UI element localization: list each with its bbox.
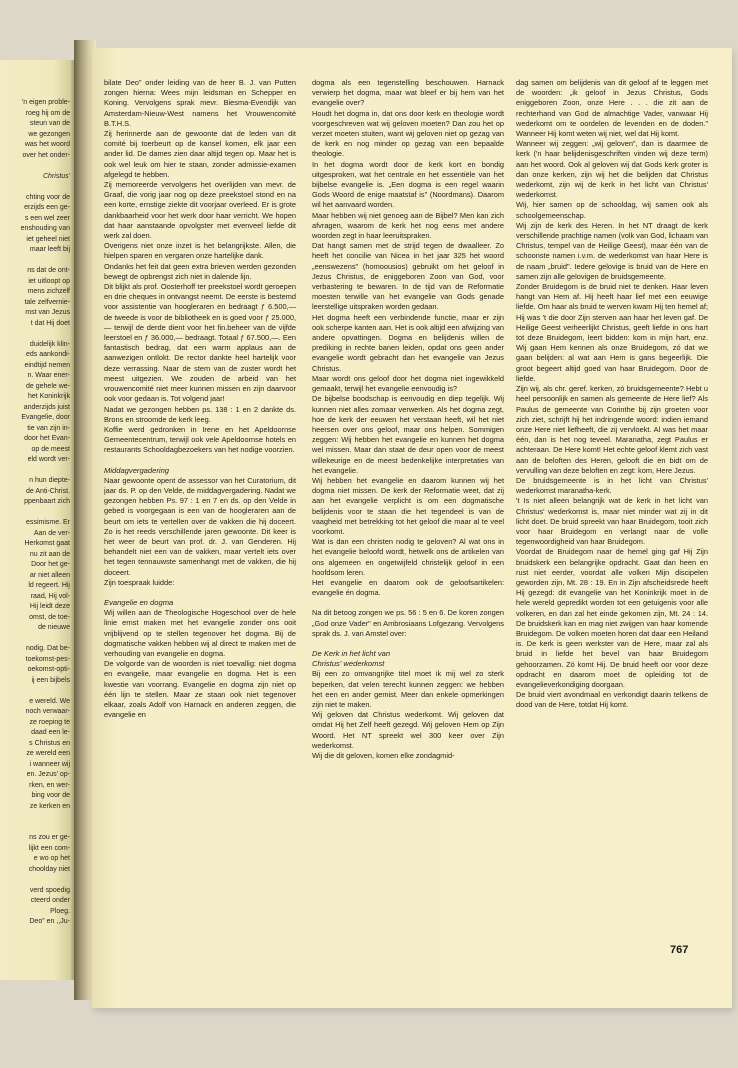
paragraph: Zijn toespraak luidde: [104,577,175,587]
left-page-line: verd spoedig [29,886,70,894]
left-page-line: enshouding van [20,225,70,232]
left-page-line: s Christus en [29,739,70,747]
line-gap [2,875,70,886]
left-page-line: ze kerken en [29,802,70,810]
left-page-line: cteerd onder [30,897,70,904]
paragraph: dogma als een tegenstelling beschouwen. Harnack verwierp het dogma, maar wat bleef er bij hem van het evangelie over? [312,78,504,108]
left-page-line: het Koninkrijk [27,393,70,400]
left-page-line: mens zichzelf [27,288,70,295]
left-page-line: Aan de ver- [33,529,70,537]
line-gap [2,329,70,340]
left-page-line: ar niet alleen [29,571,70,579]
left-page-line: de Anti-Christ. [26,487,70,495]
paragraph: bilate Deo" onder leiding van de heer B. J. van Putten zongen hierna: Wees mijn leidsman en Schepper en Koning. Vervolgens sprak mevr. Biesma-Evendijk van Amsterdam-Nieuw-West namens het Vrouwencomité B.T.H.S. [104,78,296,128]
left-page-line: over het onder- [22,151,70,159]
left-page-line: door het Evan- [24,435,70,442]
section-heading: De Kerk in het licht van [312,648,391,658]
left-page-line: omst, de toe- [29,613,70,621]
left-page-line: n hun diepte- [29,477,70,484]
paragraph: dag samen om belijdenis van dit geloof af te leggen met de woorden: „ik geloof in Jezus Christus, Gods eniggeboren Zoon, onze Here . . . die zit aan de rechterhand van God de almachtige Vader, vanwaar Hij wederkomt om te oordelen de levenden en de doden." Wanneer Hij komt weten wij niet, wel dat Hij komt. [516,78,708,139]
left-page-line: n. Waar ener- [27,372,70,379]
left-page-line: roeg hij om de [25,109,70,117]
left-page-line: ppenbaart zich [24,498,70,505]
right-page [92,48,732,1008]
line-gap [2,182,70,193]
paragraph: Wij zijn de kerk des Heren. In het NT draagt de kerk verschillende prachtige namen (volk van God, lichaam van Christus, tempel van de Heilige Geest), maar één van de schoonste namen i.v.m. de wederkomst van haar Here is de naam „bruid". Iedere gelovige is bruid van de Here en samen zijn alle gelovigen de bruidsgemeente. [516,220,708,281]
left-page-column [2,98,70,928]
text-column-2 [312,78,504,761]
paragraph: Wij hebben het evangelie en daarom kunnen wij het dogma niet missen. De kerk der Reformatie weet, dat zij aan het evangelie verplicht is om een dogmatische belijdenis voor te staan die het tegendeel is van de vaagheid met betrekking tot het geloof die maar al te veel voorkomt. [312,475,504,536]
paragraph: 't Is niet alleen belangrijk wat de kerk in het licht van Christus' wederkomst is, maar niet minder wat zij in dit licht doet. De bruid spreekt van haar Bruidegom, tooit zich voor haar Bruidegom en verlangt naar de volle tegenwoordigheid van haar Bruidegom. [516,496,708,547]
line-gap [2,634,70,645]
line-gap [2,686,70,697]
paragraph: Dit blijkt als prof. Oosterhoff ter preekstoel wordt geroepen en drie cheques in ontvangst neemt. De eerste is bestemd voor assistentie van hoogleraren en bedraagt ƒ 6.500,— de tweede is voor de bibliotheek en is goed voor ƒ 25.000,— terwijl de derde dient voor het fin.beheer van de vijfde leerstoel en ƒ 36.000,— bedraagt. Totaal ƒ 67.500,—. Een fantastisch bedrag, dat een warm applaus aan de aanwezigen ontlokt. De rector dankte heel hartelijk voor deze verrassing. Naar de stem van de zuster wordt het meest uitgezien. We zouden de arbeid van het vrouwencomité niet meer kunnen missen en zijn daarvoor ook voor gedaan is. Tot volgend jaar! [104,282,296,404]
left-page-line: t dat Hij doet [30,319,70,327]
left-page-line: Ploeg. [50,907,70,915]
left-page-line: rken, en wer- [29,781,70,789]
line-gap [2,823,70,834]
left-page-line: ij een bijbels [31,676,70,684]
paragraph: De volgorde van de woorden is niet toevallig: niet dogma en evangelie, maar evangelie en dogma. Het is een kwestie van voorrang. Evangelie en dogma zijn niet op één lijn te stellen. Maar ze staan ook niet tegenover elkaar, zoals Adolf von Harnack en anderen zeggen, die evangelie en [104,659,296,720]
line-gap [2,256,70,267]
left-page-line: was het woord [24,141,70,148]
paragraph: Overigens niet onze inzet is het belangrijkste. Allen, die hielpen sparen en vergaren onze hartelijke dank. [104,241,296,261]
left-page-line: Evangelie, door [21,414,70,421]
left-page-line: oekomst-opti- [27,666,70,673]
paragraph: In het dogma wordt door de kerk kort en bondig uitgesproken, wat het centrale en het essentiële van het bijbelse evangelie is. „Een dogma is een regel waarin Gods Woord de enige maatstaf is" (Noordmans). Daarom wil het aanvaard worden. [312,159,504,210]
left-page-line: iet geheel niet [26,235,70,243]
page-number: 767 [670,944,689,956]
left-page-line: we gezongen [28,130,70,138]
paragraph: Maar hebben wij niet genoeg aan de Bijbel? Men kan zich afvragen, waarom de kerk het nog eens met andere woorden zegt in haar leeruitspraken. [312,210,504,241]
paragraph: Maar wordt ons geloof door het dogma niet ingewikkeld gemaakt, terwijl het evangelie eenvoudig is? [312,373,504,394]
paragraph: Naar gewoonte opent de assessor van het Curatorium, dit jaar ds. P. op den Velde, de middagvergadering. Nadat we gezongen hebben Ps. 97 : 1 en 7 en ds. op den Velde in gebed is voorgegaan is een van de hoogleraren aan de beurt om iets te vertellen over de vakken die hij doceert. Zo is het reeds verschillende jaren gewoonte. Dit keer is het weer de beurt van prof. dr. J. van Genderen. Hij behandelt niet een van de vakken, maar vertelt iets over het tegen tennauwste samenhangt met de vakken, die hij doceert. [104,475,296,577]
left-page-line: Door het ge- [31,561,70,568]
left-page-line: ns zou er ge- [29,834,70,841]
left-page-line: tale zelfvernie- [24,298,70,306]
paragraph: Zijn wij, als chr. geref. kerken, zó bruidsgemeente? Hebt u heel persoonlijk en samen als gemeente de Here lief? Als Paulus de gemeente van Corinthe bij zijn groeten voor zich ziet, schrijft hij het indringende woord: indien iemand onze Here niet liefheeft, die zij vervloekt. Al was het maar één, dan is het nog teveel. Maranatha, zegt Paulus er achteraan. De Here komt! Het echte geloof klemt zich vast aan de beloften des Heren, gelooft die en bidt om de vervulling van deze beloften en zegt: kom, Here Jezus. [516,384,708,475]
left-page-line: nu zit aan de [29,550,70,558]
paragraph: Na dit betoog zongen we ps. 56 : 5 en 6. De koren zongen „God onze Vader" en Ambrosiaans Lofgezang. Vervolgens sprak ds. J. van Amstel over: [312,608,504,638]
left-page-line: Deo" en ,,Ju- [29,918,70,925]
left-page-line: Herkomst gaat [24,540,70,547]
left-page-line: bing voor de [31,792,70,799]
paragraph: Wij die dit geloven, komen elke zondagmid- [312,751,455,760]
section-heading: Evangelie en dogma [104,597,174,607]
left-page-line: 'n eigen proble- [21,99,70,106]
line-gap [2,161,70,172]
left-page-line: duidelijk klin- [29,340,70,348]
left-page-line: eld wordt ver- [27,456,70,463]
paragraph: De bruidsgemeente is in het licht van Christus' wederkomst maranatha-kerk. [516,475,708,496]
paragraph: Wij geloven dat Christus wederkomt. Wij geloven dat omdat Hij het Zelf heeft gezegd. Wij geloven Hem op Zijn Woord. Het NT spreekt wel 300 keer over Zijn wederkomst. [312,710,504,750]
line-gap [2,812,70,823]
left-page-line: ns dat de ont- [27,267,70,274]
paragraph: Het evangelie en daarom ook de geloofsartikelen: evangelie én dogma. [312,577,504,598]
left-page-line: essimisme. Er [26,519,70,526]
paragraph: Wanneer wij zeggen: „wij geloven", dan is daarmee de kerk ('n haar belijdenisgeschriften vinden wij deze term) aan het woord. Ook al geloven wij dat Gods kerk groter is dan onze kerken, zijn wij het die belijden dat Christus wederkomt, zijn wij de kerk in het licht van Christus' wederkomst. [516,139,708,200]
paragraph: Zonder Bruidegom is de bruid niet te denken. Haar leven hangt van Hem af. Hij heeft haar lief met een eeuwige liefde. Om haar als bruid te werven kwam Hij ten hemel af; Hij was 't die door Zijn sterven aan haar het leven gaf. De Heilige Geest verheerlijkt Christus, geeft liefde in ons hart tot deze Bruidegom, leert bidden: kom in mijn hart, enz. Wij gaan Hem kennen als onze Bruidegom, zó dat we gaan belijden: al wat aan Hem is gans begeerlijk. Die groot begeert altijd goed van haar Bruidegom. Door de liefde. [516,282,708,383]
paragraph: Het dogma heeft een verbindende functie, maar er zijn ook scherpe kanten aan. Het is ook altijd een afwijzing van andere opvattingen. Dogma en belijdenis willen de prediking in rechte banen leiden, opdat ons geen ander evangelie wordt gebracht dan het evangelie van Jezus Christus. [312,312,504,373]
text-column-3 [516,78,708,711]
line-gap [2,466,70,477]
paragraph: Wat is dan een christen nodig te geloven? Al wat ons in het evangelie beloofd wordt, hetwelk ons de artikelen van ons algemeen en ongetwijfeld christelijk geloof in een hoofdsom leren. [312,537,504,577]
left-page-line: choolday niet [28,865,70,873]
left-page-line: eds aankondi- [26,351,70,358]
paragraph: Wij, hier samen op de schooldag, wij samen ook als schoolgemeenschap. [516,200,708,220]
left-page-line: lijkt een com- [28,844,70,852]
left-page-line: i wanneer wij [29,760,70,768]
paragraph: Dat hangt samen met de strijd tegen de dwaalleer. Zo heeft het concilie van Nicea in het jaar 325 het woord „eenswezens" (homoousios) gebruikt om het geloof in Jezus Christus, de eniggeboren Zoon van God, voor verbastering te bewaren. In de tijd van de Reformatie moesten terwille van het evangelie van Gods genade leerstellige uitspraken worden gedaan. [312,241,504,312]
paragraph: Wij willen aan de Theologische Hogeschool over de hele linie ernst maken met het evangelie zonder ons ooit vrijblijvend op te stellen tegenover het dogma. Bij de dogmatische vakken hebben wij al direct te maken met de verhouding van evangelie en dogma. [104,608,296,658]
line-gap [2,508,70,519]
section-heading: Christus' wederkomst [312,659,385,669]
left-page-line: nodig. Dat be- [26,645,70,652]
left-page-line: toekomst-pes- [25,655,70,663]
left-page-line: ze roeping te [29,718,70,726]
left-page-line: raad, Hij vol- [30,592,70,600]
left-page-line: tie van zijn in- [27,424,70,432]
left-page-line: maar leeft bij [29,246,70,253]
paragraph: Koffie werd gedronken in Irene en het Apeldoornse Gemeentecentrum, terwijl ook vele Apeldoornse hotels en restaurants Schooldagbezoekers van het nodige voorzien. [104,424,296,455]
left-page-edge [0,60,76,980]
left-page-line: chting voor de [26,193,70,201]
paragraph: Bij een zo omvangrijke titel moet ik mij wel zo sterk beperken, dat velen terecht kunnen zeggen: we hebben het een en ander gemist. Meer dan enkele opmerkingen zijn niet te maken. [312,669,504,709]
left-page-line: op de meest [31,445,70,453]
left-page-line: de gehele we- [26,382,70,390]
left-page-line: s een wel zeer [24,214,70,222]
left-page-line: steun van de [29,120,70,127]
left-page-line: mst van Jezus [25,309,70,316]
left-page-line: en. Jezus' op- [26,771,70,778]
paragraph: De bijbelse boodschap is eenvoudig en diep tegelijk. Wij kunnen niet alles zomaar verwerken. Als het dogma zegt, hoe de kerk der eeuwen het verstaan heeft, wil het niet heersen over ons geloof, maar ons helpen. Sommigen zeggen: Wij hebben het evangelie en kunnen het dogma wel missen. Maar dan staat de deur open voor de meest willekeurige en de meest bedenkelijke interpretaties van het evangelie. [312,394,504,475]
left-page-line: iet uitloopt op [28,277,70,285]
left-page-line: erzijds een ge- [24,204,70,211]
left-page-line: anderzijds juist [23,403,70,411]
section-heading: Middagvergadering [104,465,170,475]
text-column-1 [104,78,296,720]
paragraph: Houdt het dogma in, dat ons door kerk en theologie wordt voorgeschreven wat wij geloven moeten? Dan zou het op verzet moeten stuiten, want wij geloven niet op gezag van de kerk en nog minder op gezag van een bepaalde theologie. [312,108,504,159]
paragraph: De bruid viert avondmaal en verkondigt daarin telkens de dood van de Here, totdat Hij komt. [516,690,708,710]
left-page-line: e wo op het [33,855,70,862]
left-page-line: ze wereld een [26,750,70,757]
left-page-line: de nieuwe [38,624,70,631]
paragraph: Ondanks het feit dat geen extra brieven werden gezonden bewegt de opbrengst zich niet in dalende lijn. [104,261,296,281]
left-page-line: e wereld. We [29,697,70,705]
left-page-line: daad een le- [31,729,70,736]
left-page-line: noch verwaar- [25,708,70,715]
left-page-line: Christus' [42,172,70,180]
left-page-line: ld regeert. Hij [28,582,70,589]
paragraph: Nadat we gezongen hebben ps. 138 : 1 en 2 dankte ds. Brons en stroomde de kerk leeg. [104,404,296,424]
left-page-line: eindtijd nemen [24,361,70,369]
paragraph: Zij herinnerde aan de gewoonte dat de leden van dit comité bij toerbeurt op de kansel komen, elk jaar een ander lid. De dames zien daar altijd tegen op. Maar het is ook wel leuk om hier te staan, zonder admissie-examen afgelegd te hebben. [104,129,296,179]
paragraph: Voordat de Bruidegom naar de hemel ging gaf Hij Zijn bruidskerk een belangrijke opdracht. Gaat dan heen en rust niet eerder, voordat alle volken Mijn discipelen geworden zijn, Mt. 28 : 19. En in Zijn afscheidsrede heeft Hij gezegd: dit evangelie van het Koninkrijk moet in de hele wereld gepredikt worden tot een getuigenis voor alle volkeren, en dan zal het einde gekomen zijn, Mt. 24 : 14. De bruidskerk kan en mag niet zwijgen van haar komende Bruidegom. De volken moeten horen dat daar een Heiland is. De kerk is geen werkster van de Here, maar zal als bruid in liefde het bevel van haar Bruidegom gehoorzamen. Zó komt Hij. De bruid heeft oor voor deze opdracht en daarom moet de opleiding tot de evangelieverkondiging doorgaan. [516,547,708,689]
left-page-line: Hij leidt deze [29,603,70,610]
paragraph: Zij memoreerde vervolgens het overlijden van mevr. de Graaf, die vorig jaar nog op deze preekstoel stond en na een korte, ernstige ziekte dit voorjaar overleed. Er is grote dankbaarheid voor het werk door haar verricht. We hopen dat haar aanstaande opvolgster met evenveel liefde dit werk zal doen. [104,180,296,241]
